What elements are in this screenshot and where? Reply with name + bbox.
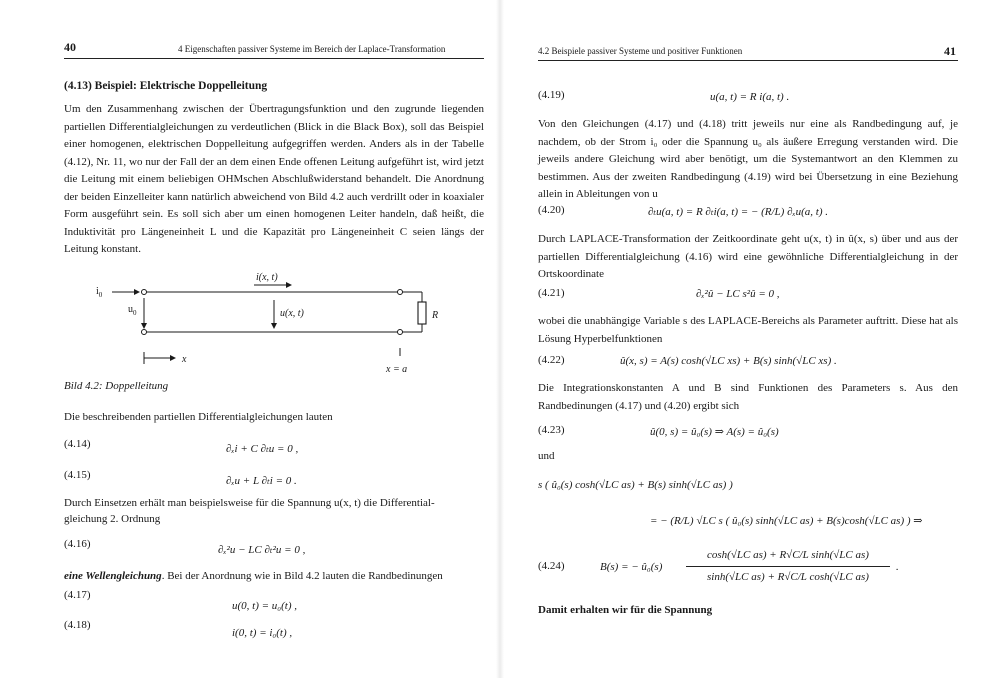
eq-4-16: ∂ₓ²u − LC ∂ₜ²u = 0 , (218, 544, 306, 556)
eq-4-22: û(x, s) = A(s) cosh(√LC xs) + B(s) sinh(√LC xs) . (620, 355, 837, 367)
eq-4-19-number: (4.19) (538, 89, 565, 101)
eq-4-16-number: (4.16) (64, 538, 91, 550)
label-ixt: i(x, t) (256, 272, 278, 283)
header-rule (538, 60, 958, 61)
eq-multiline-1: s ( û₀(s) cosh(√LC as) + B(s) sinh(√LC as) ) (538, 479, 733, 491)
eq-multiline-2: = − (R/L) √LC s ( û₀(s) sinh(√LC as) + B(s)cosh(√LC as) ) ⇒ (650, 515, 923, 527)
i0-arrowhead (134, 289, 140, 295)
label-R: R (432, 310, 439, 321)
upper-right-terminal (398, 290, 403, 295)
eq-4-22-number: (4.22) (538, 354, 565, 366)
wave-equation-text: eine Wellengleichung. Bei der Anordnung wie in Bild 4.2 lauten die Randbedinungen (64, 570, 443, 582)
page-number: 41 (944, 44, 956, 58)
running-head: 4 Eigenschaften passiver Systeme im Bereich der Laplace-Transformation (178, 44, 446, 54)
eq-4-24-denominator: sinh(√LC as) + R√C/L cosh(√LC as) (707, 571, 869, 583)
elimination-text-2: gleichung 2. Ordnung (64, 513, 161, 525)
section-title: (4.13) Beispiel: Elektrische Doppelleitung (64, 80, 268, 92)
eq-4-23-number: (4.23) (538, 424, 565, 436)
elimination-text-1: Durch Einsetzen erhält man beispielsweise für die Spannung u(x, t) die Differential- (64, 497, 435, 509)
intro-paragraph: Um den Zusammenhang zwischen der Übertragungsfunktion und den zugrunde liegenden partiellen Differentialgleichungen zu verdeutlichen (Blick in die Black Box), soll das Beispiel einer homogenen, elektrischen Doppelleitung aufgegriffen werden. Anders als in der Tabelle (4.12), Nr. 11, wo nur der Fall der an dem einen Ende offenen Leitung aufgeführt ist, wird jetzt die Leitung mit einem beliebigen OHMschen Abschlußwiderstand behandelt. Die Anordnung der beiden Einzelleiter kann natürlich abweichend von Bild 4.2 auch verdrillt oder in koaxialer Form ausgeführt sein. Es soll sich aber um einen homogenen Leiter handeln, daß heißt, die Induktivität pro Längeneinheit L und die Kapazität pro Längeneinheit C seien längs der Leitung konstant. (64, 103, 484, 255)
paragraph-3: wobei die unabhängige Variable s des LAPLACE-Bereichs als Parameter auftritt. Diese hat als Lösung Hyperbelfunktionen (538, 315, 958, 345)
u0-arrowhead (141, 323, 147, 329)
header-rule (64, 58, 484, 59)
eq-4-24-fraction-bar (686, 566, 890, 567)
eq-4-14: ∂ₓi + C ∂ₜu = 0 , (226, 443, 299, 455)
lower-right-terminal (398, 330, 403, 335)
figure-caption: Bild 4.2: Doppelleitung (64, 380, 169, 392)
label-u0: $u_0$ (128, 304, 137, 317)
label-i0: $i_0$ (96, 286, 103, 299)
eq-4-14-number: (4.14) (64, 438, 91, 450)
label-uxt: u(x, t) (280, 308, 304, 319)
paragraph-2: Durch LAPLACE-Transformation der Zeitkoordinate geht u(x, t) in û(x, s) über und aus der partiellen Differentialgleichung (4.16) wird eine gewöhnliche Differentialgleichung in der Ortskoordinate (538, 233, 958, 280)
eq-4-17: u(0, t) = u₀(t) , (232, 600, 298, 612)
ixt-arrowhead (286, 282, 292, 288)
pde-intro: Die beschreibenden partiellen Differentialgleichungen lauten (64, 411, 333, 423)
eq-4-20-number: (4.20) (538, 204, 565, 216)
und-word: und (538, 450, 555, 462)
paragraph-1: Von den Gleichungen (4.17) und (4.18) tritt jeweils nur eine als Randbedingung auf, je nachdem, ob der Strom i₀ oder die Spannung u₀ als äußere Erregung verstanden wird. Die jeweils andere Gleichung wird aber benötigt, um die Systemantwort an den Klemmen zu bestimmen. Aus der zweiten Randbedingung (4.19) wird bei Übersetzung in eine Beziehung allein in Ableitungen von u (538, 118, 958, 200)
closing-text: Damit erhalten wir für die Spannung (538, 604, 713, 616)
eq-4-17-number: (4.17) (64, 589, 91, 601)
running-head: 4.2 Beispiele passiver Systeme und positiver Funktionen (538, 46, 743, 56)
label-x: x (182, 354, 187, 365)
eq-4-15-number: (4.15) (64, 469, 91, 481)
label-xa: x = a (386, 364, 408, 375)
lower-left-terminal (142, 330, 147, 335)
eq-4-24-number: (4.24) (538, 560, 565, 572)
upper-left-terminal (142, 290, 147, 295)
eq-4-24-tail: . (896, 561, 899, 573)
double-line-figure (90, 268, 450, 378)
page-number: 40 (64, 40, 76, 54)
eq-4-24-numerator: cosh(√LC as) + R√C/L sinh(√LC as) (707, 549, 869, 561)
eq-4-21-number: (4.21) (538, 287, 565, 299)
paragraph-4: Die Integrationskonstanten A und B sind Funktionen des Parameters s. Aus den Randbedinungen (4.17) und (4.20) ergibt sich (538, 382, 958, 412)
x-axis-arrowhead (170, 355, 176, 361)
eq-4-20: ∂ₜu(a, t) = R ∂ₜi(a, t) = − (R/L) ∂ₓu(a, t) . (648, 206, 829, 218)
eq-4-24-lhs: B(s) = − û₀(s) (600, 561, 663, 573)
uxt-arrowhead (271, 323, 277, 329)
right-page (500, 0, 1000, 678)
eq-4-21: ∂ₓ²û − LC s²û = 0 , (696, 288, 780, 300)
eq-4-15: ∂ₓu + L ∂ₜi = 0 . (226, 475, 297, 487)
eq-4-18-number: (4.18) (64, 619, 91, 631)
eq-4-18: i(0, t) = i₀(t) , (232, 627, 293, 639)
eq-4-23: û(0, s) = û₀(s) ⇒ A(s) = û₀(s) (650, 426, 779, 438)
resistor (418, 302, 426, 324)
eq-4-19: u(a, t) = R i(a, t) . (710, 91, 790, 103)
